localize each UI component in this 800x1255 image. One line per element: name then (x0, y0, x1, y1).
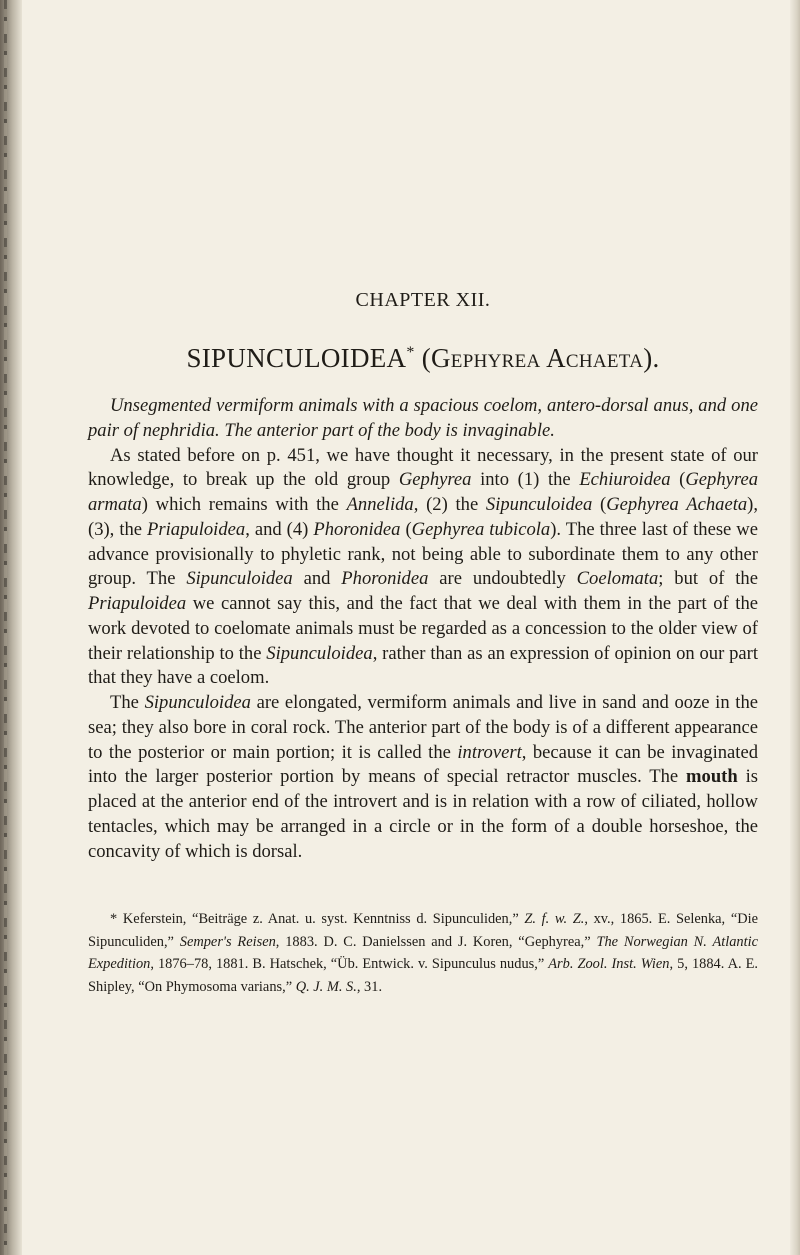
text-run: As stated before on p. 451, we have thought it necessary, in the present state of our knowledge, to break up the old group (88, 444, 758, 491)
text-run: ( (592, 494, 607, 515)
body-text (88, 394, 758, 864)
text-run: , 31. (356, 978, 383, 995)
paragraph-classification (88, 444, 758, 692)
text-run: , 1883. D. C. Danielssen and J. Koren, “Gephyrea,” (275, 933, 597, 950)
text-run: into (1) the (471, 469, 580, 491)
italic-run: Priapuloidea (147, 518, 246, 540)
italic-run: Z. f. w. Z. (524, 911, 585, 927)
footnote-text (88, 908, 758, 998)
text-run: we cannot say this, and the fact that we deal with them in the part of the work devoted to coelomate animals must be regarded as a concession to the older view of their relationship to the (88, 593, 758, 664)
italic-run: Sipunculoidea (485, 494, 593, 515)
italic-run: Phoronidea (313, 518, 401, 540)
text-run: , (2) the (413, 494, 486, 515)
text-run: ), (3), the (88, 494, 759, 540)
text-run: are undoubtedly (428, 568, 577, 590)
paragraph-diagnosis (88, 394, 758, 444)
italic-run: The Norwegian N. Atlantic Expedition (88, 933, 758, 972)
text-run: ) which remains with the (141, 494, 347, 515)
text-run: , 1876–78, 1881. B. Hatschek, “Üb. Entwick. v. Sipunculus nudus,” (150, 956, 549, 972)
text-run: and (292, 568, 342, 590)
text-run: , and (4) (245, 518, 314, 540)
italic-run: Semper's Reisen (179, 933, 276, 950)
bold-run: mouth (686, 766, 738, 788)
italic-run: Annelida (346, 494, 414, 515)
italic-run: Sipunculoidea (186, 568, 293, 590)
italic-run: Arb. Zool. Inst. Wien (548, 956, 670, 972)
italic-run: Unsegmented vermiform animals with a spacious coelom, antero-dorsal anus, and one pair of nephridia. The anterior part of the body is invaginable. (88, 395, 758, 441)
chapter-title (88, 343, 758, 374)
italic-run: Gephyrea (398, 469, 472, 491)
italic-run: Gephyrea tubicola (411, 518, 551, 540)
text-run: , because it can be invaginated into the larger posterior portion by means of special retractor muscles. The (88, 741, 759, 788)
footnote-section (88, 908, 758, 998)
italic-run: Priapuloidea (88, 593, 187, 614)
page-edge-shadow (790, 0, 800, 1255)
italic-run: Echiuroidea (579, 469, 671, 491)
chapter-heading: CHAPTER XII. (355, 289, 491, 311)
italic-run: introvert (457, 741, 522, 763)
text-run: ). The three last of these we advance provisionally to phyletic rank, not being able to subordinate them to any other group. The (88, 518, 758, 590)
title-subtitle: (Gephyrea Achaeta). (421, 343, 660, 373)
text-run: The (110, 692, 145, 713)
italic-run: Gephyrea Achaeta (606, 494, 748, 515)
italic-run: Phoronidea (341, 568, 429, 590)
italic-run: Coelomata (576, 568, 659, 590)
text-run: is placed at the anterior end of the introvert and is in relation with a row of ciliated, hollow tentacles, which may be arranged in a circle or in the form of a double horseshoe, the concavity of which is dorsal. (88, 766, 758, 862)
text-run: , rather than as an expression of opinion on our part that they have a coelom. (88, 642, 758, 689)
text-run: , xv., 1865. E. Selenka, “Die Sipunculiden,” (88, 911, 758, 950)
italic-run: Gephyrea armata (88, 469, 758, 515)
text-run: * Keferstein, “Beiträge z. Anat. u. syst. Kenntniss d. Sipunculiden,” (110, 911, 525, 927)
italic-run: Sipunculoidea (144, 692, 251, 713)
italic-run: Q. J. M. S. (295, 978, 357, 995)
text-run: are elongated, vermiform animals and live in sand and ooze in the sea; they also bore in coral rock. The anterior part of the body is of a different appearance to the posterior or main portion; it is called the (88, 692, 759, 763)
text-run: , 5, 1884. A. E. Shipley, “On Phymosoma varians,” (88, 956, 758, 995)
book-spine-shadow (0, 0, 22, 1255)
text-run: ( (400, 518, 412, 540)
italic-run: Sipunculoidea (266, 642, 373, 664)
book-page (88, 0, 758, 1255)
paragraph-description (88, 691, 758, 864)
title-main: SIPUNCULOIDEA (186, 343, 407, 373)
text-run: ; but of the (658, 568, 758, 590)
text-run: ( (670, 469, 686, 491)
footnote-marker: * (406, 344, 415, 361)
